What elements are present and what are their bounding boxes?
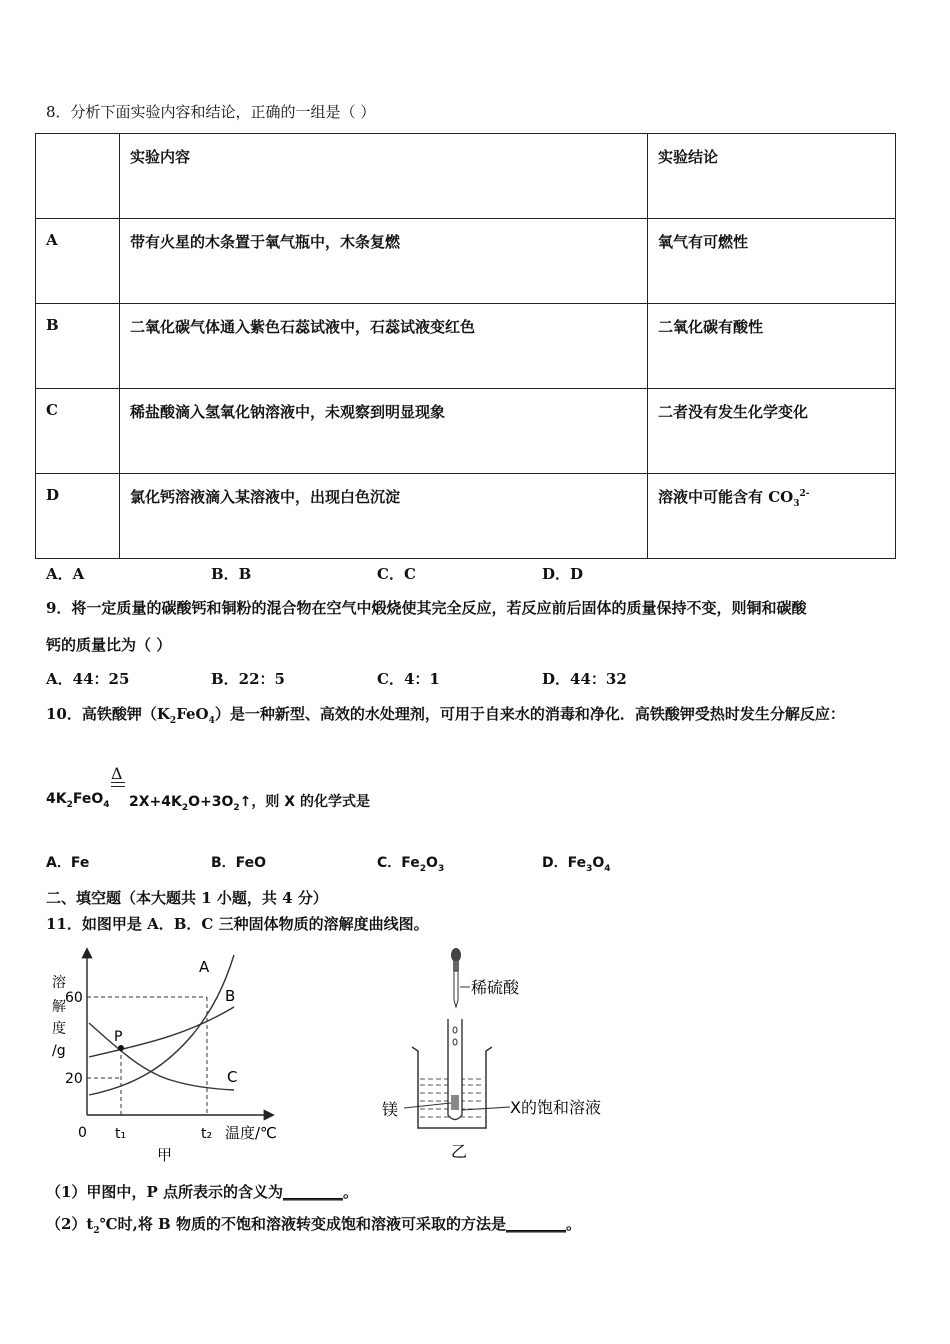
- x-axis-label: 温度/℃: [225, 1124, 277, 1142]
- row-conclusion: 氧气有可燃性: [648, 219, 896, 304]
- row-conclusion: 二者没有发生化学变化: [648, 389, 896, 474]
- curve-b-label: B: [225, 987, 236, 1005]
- answer-blank[interactable]: ________: [505, 1215, 566, 1233]
- t2-label: t₂: [201, 1126, 213, 1142]
- row-conclusion: [648, 474, 896, 559]
- q9-option-d: D．44：32: [542, 670, 627, 688]
- magnesium-strip: [451, 1095, 459, 1110]
- q10-option-b: B．FeO: [211, 855, 267, 871]
- q8-option-b: B．B: [211, 565, 252, 583]
- curve-c-label: C: [227, 1068, 238, 1086]
- y-tick-60: 60: [65, 990, 83, 1006]
- curve-c: [89, 1023, 234, 1090]
- ylabel-1: 溶: [52, 975, 66, 991]
- table-header-row: [36, 134, 896, 219]
- curve-a-label: A: [199, 958, 210, 976]
- dropper-neck: [453, 961, 459, 971]
- q8-option-a: A．A: [46, 565, 85, 583]
- row-content: 二氧化碳气体通入紫色石蕊试液中，石蕊试液变红色: [120, 304, 648, 389]
- solubility-graph: [44, 945, 294, 1170]
- row-label: A: [36, 219, 120, 304]
- dropper-tube: [454, 971, 458, 1007]
- origin-label: 0: [78, 1125, 87, 1141]
- delta-symbol: Δ: [111, 764, 123, 783]
- q9-stem-line2: 钙的质量比为（ ）: [46, 636, 172, 654]
- metal-label: 镁: [382, 1100, 399, 1119]
- q11-sub1: （1）甲图中，P 点所表示的含义为________。: [46, 1183, 358, 1201]
- experiment-table: [35, 133, 896, 559]
- curve-a: [89, 955, 234, 1095]
- point-p-label: P: [114, 1029, 123, 1045]
- table-row: [36, 474, 896, 559]
- apparatus-diagram: [378, 945, 623, 1170]
- row-label: B: [36, 304, 120, 389]
- ylabel-2: 解: [52, 999, 66, 1015]
- t1-label: t₁: [115, 1126, 127, 1142]
- graph-caption: 甲: [157, 1146, 173, 1164]
- ylabel-3: 度: [52, 1021, 66, 1037]
- q10-option-a: A．Fe: [46, 855, 90, 871]
- q9-stem-line1: 9．将一定质量的碳酸钙和铜粉的混合物在空气中煅烧使其完全反应，若反应前后固体的质量保持不变，则铜和碳酸: [46, 599, 807, 617]
- row-conclusion: 二氧化碳有酸性: [648, 304, 896, 389]
- dropper-bulb: [451, 948, 461, 962]
- conclusion-subscript: 3: [793, 499, 800, 509]
- row-content: 带有火星的木条置于氧气瓶中，木条复燃: [120, 219, 648, 304]
- curve-b: [89, 1007, 234, 1057]
- q10-stem: 10．高铁酸钾$(K_2FeO_4)$是一种新型、高效的水处理剂，可用于自来水的消毒和净化．高铁酸钾受热时发生分解反应：: [46, 705, 845, 726]
- q8-stem: 8．分析下面实验内容和结论，正确的一组是（ ）: [46, 103, 376, 121]
- acid-label: 稀硫酸: [471, 978, 520, 997]
- table-row: [36, 304, 896, 389]
- row-content: 稀盐酸滴入氢氧化钠溶液中，未观察到明显现象: [120, 389, 648, 474]
- y-tick-20: 20: [65, 1071, 83, 1087]
- equation-line: [111, 786, 125, 787]
- conclusion-superscript: 2-: [799, 489, 810, 499]
- row-content: 氯化钙溶液滴入某溶液中，出现白色沉淀: [120, 474, 648, 559]
- conclusion-text: 溶液中可能含有 CO: [658, 488, 794, 506]
- table-header-label: [36, 134, 120, 219]
- table-row: [36, 219, 896, 304]
- q8-option-c: C．C: [377, 565, 416, 583]
- answer-blank[interactable]: ________: [282, 1183, 343, 1201]
- table-row: [36, 389, 896, 474]
- q9-option-c: C．4：1: [377, 670, 440, 688]
- ylabel-4: /g: [52, 1043, 66, 1059]
- q9-option-a: A．44：25: [46, 670, 130, 688]
- apparatus-caption: 乙: [451, 1142, 468, 1161]
- point-p-marker: [118, 1045, 124, 1051]
- equation-line: [111, 782, 125, 783]
- row-label: D: [36, 474, 120, 559]
- metal-pointer: [404, 1103, 451, 1108]
- q10-option-d: D．$Fe_3O_4$: [542, 855, 611, 874]
- table-header-conclusion: 实验结论: [648, 134, 896, 219]
- section-heading: 二、填空题（本大题共 1 小题，共 4 分）: [46, 889, 328, 907]
- table-header-content: 实验内容: [120, 134, 648, 219]
- q8-option-d: D．D: [542, 565, 584, 583]
- q10-option-c: C．$Fe_2O_3$: [377, 855, 445, 874]
- q10-equation-rhs: $2X+4K_2O+3O_2↑$，则 X 的化学式是: [129, 794, 370, 813]
- q9-option-b: B．22：5: [211, 670, 285, 688]
- q10-equation-lhs: $4K_2FeO_4$: [46, 791, 110, 810]
- q11-sub2: $(2)t_2℃$时,将 B 物质的不饱和溶液转变成饱和溶液可采取的方法是________。: [46, 1215, 581, 1236]
- row-label: C: [36, 389, 120, 474]
- solution-label: X的饱和溶液: [510, 1098, 601, 1117]
- q11-stem: 11．如图甲是 A．B．C 三种固体物质的溶解度曲线图。: [46, 915, 429, 933]
